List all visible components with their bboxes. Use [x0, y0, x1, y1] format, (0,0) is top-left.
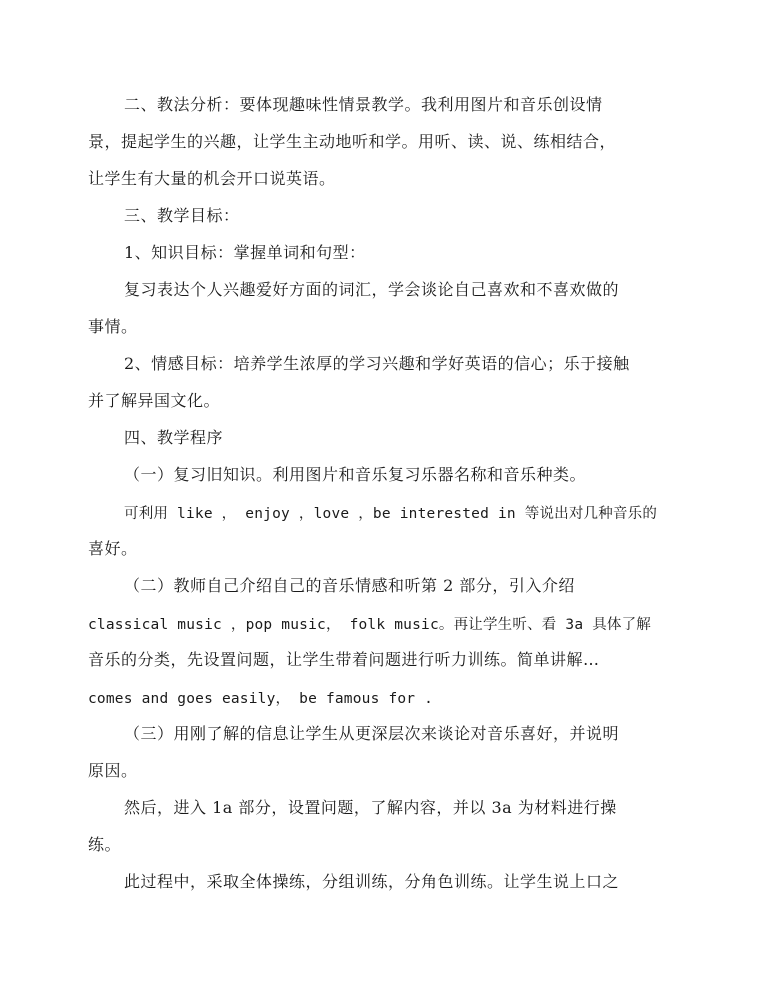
paragraph-teaching-method-line-1: 二、教法分析：要体现趣味性情景教学。我利用图片和音乐创设情: [124, 95, 603, 114]
step-one-phrases-line-2: 喜好。: [88, 539, 138, 558]
step-one-review: （一）复习旧知识。利用图片和音乐复习乐器名称和音乐种类。: [124, 465, 587, 484]
emotion-goal-line-2: 并了解异国文化。: [88, 391, 221, 410]
emotion-goal-line-1: 2、情感目标：培养学生浓厚的学习兴趣和学好英语的信心；乐于接触: [124, 354, 630, 373]
step-two-line-1: （二）教师自己介绍自己的音乐情感和听第 2 部分，引入介绍: [124, 576, 575, 595]
step-two-line-3: 音乐的分类，先设置问题，让学生带着问题进行听力训练。简单讲解…: [88, 650, 600, 669]
practice-process-line: 此过程中，采取全体操练，分组训练，分角色训练。让学生说上口之: [124, 872, 620, 891]
step-then-line-1: 然后，进入 1a 部分，设置问题，了解内容，并以 3a 为材料进行操: [124, 798, 617, 817]
knowledge-goal-line-1: 复习表达个人兴趣爱好方面的词汇，学会谈论自己喜欢和不喜欢做的: [124, 280, 620, 299]
step-three-line-1: （三）用刚了解的信息让学生从更深层次来谈论对音乐喜好，并说明: [124, 724, 620, 743]
paragraph-teaching-method-line-3: 让学生有大量的机会开口说英语。: [88, 169, 336, 188]
heading-teaching-procedure: 四、教学程序: [124, 428, 224, 447]
step-three-line-2: 原因。: [88, 761, 138, 780]
paragraph-teaching-method-line-2: 景，提起学生的兴趣，让学生主动地听和学。用听、读、说、练相结合，: [88, 132, 617, 151]
heading-teaching-goals: 三、教学目标：: [124, 206, 240, 225]
step-one-phrases-line-1: 可利用 like ， enjoy ，love ，be interested in 等说出对几种音乐的: [124, 506, 658, 522]
knowledge-goal-heading: 1、知识目标：掌握单词和句型：: [124, 243, 366, 262]
knowledge-goal-line-2: 事情。: [88, 317, 138, 336]
step-two-line-2: classical music ，pop music， folk music。再让学生听、看 3a 具体了解: [88, 617, 651, 633]
step-then-line-2: 练。: [88, 835, 122, 854]
step-two-line-4: comes and goes easily， be famous for .: [88, 691, 434, 707]
